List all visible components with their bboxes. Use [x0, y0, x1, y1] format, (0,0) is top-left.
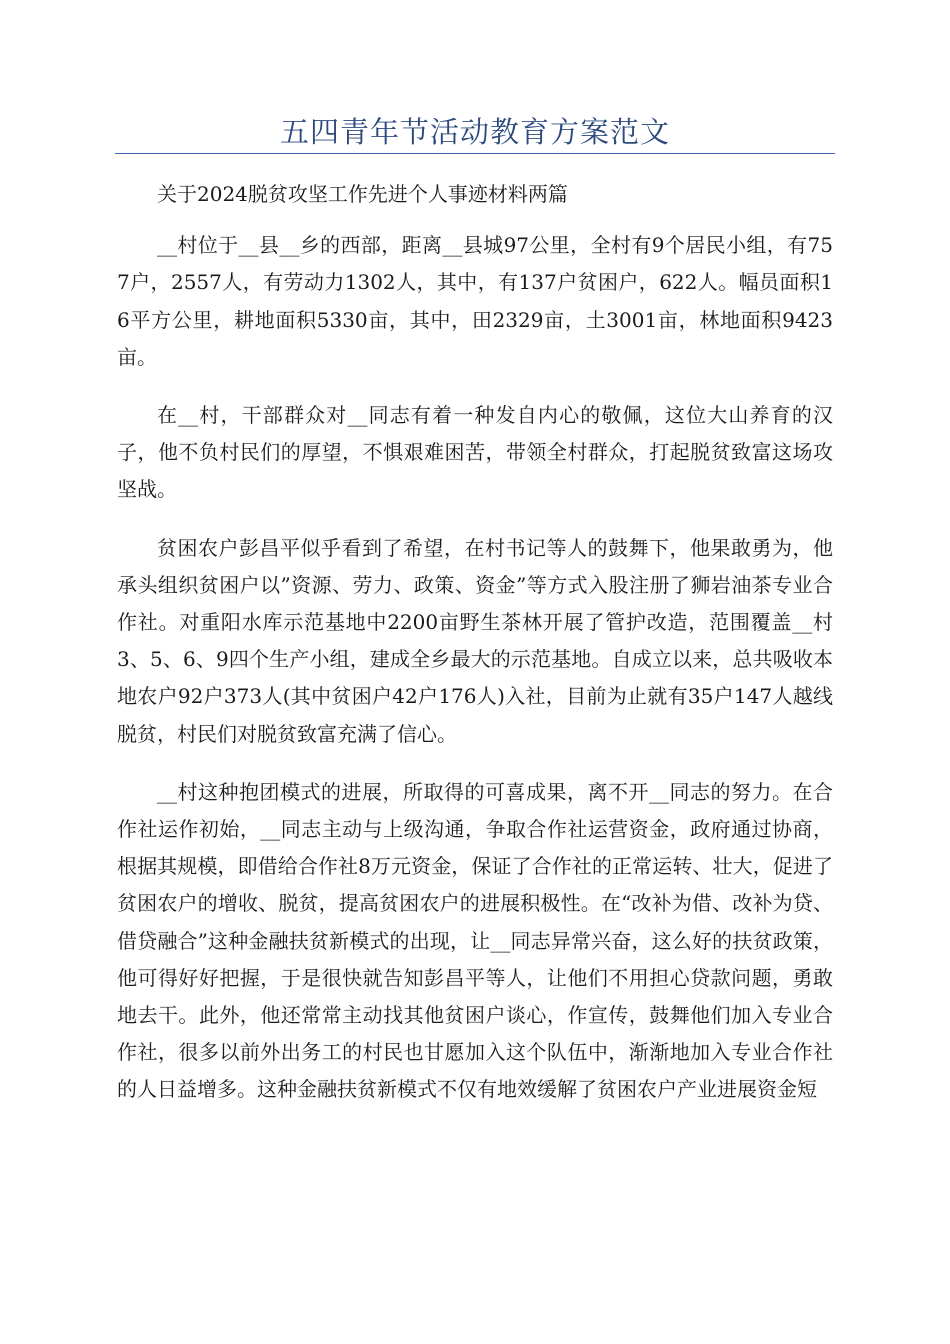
- subtitle-paragraph: 关于2024脱贫攻坚工作先进个人事迹材料两篇: [157, 182, 568, 206]
- document-body: [117, 176, 833, 1130]
- title-underline: [115, 153, 835, 154]
- body-paragraph: 贫困农户彭昌平似乎看到了希望，在村书记等人的鼓舞下，他果敢勇为，他承头组织贫困户以”资源、劳力、政策、资金”等方式入股注册了狮岩油茶专业合作社。对重阳水库示范基地中2200亩野生茶林开展了管护改造，范围覆盖__村3、5、6、9四个生产小组，建成全乡最大的示范基地。自成立以来，总共吸收本地农户92户373人(其中贫困户42户176人)入社，目前为止就有35户147人越线脱贫，村民们对脱贫致富充满了信心。: [117, 535, 833, 746]
- body-paragraph: __村位于__县__乡的西部，距离__县城97公里，全村有9个居民小组，有757户，2557人，有劳动力1302人，其中，有137户贫困户，622人。幅员面积16平方公里，耕地面积5330亩，其中，田2329亩，土3001亩，林地面积9423亩。: [117, 233, 833, 369]
- document-title: 五四青年节活动教育方案范文: [279, 115, 670, 149]
- body-paragraph: __村这种抱团模式的进展，所取得的可喜成果，离不开__同志的努力。在合作社运作初始，__同志主动与上级沟通，争取合作社运营资金，政府通过协商，根据其规模，即借给合作社8万元资金，保证了合作社的正常运转、壮大，促进了贫困农户的增收、脱贫，提高贫困农户的进展积极性。在“改补为借、改补为贷、借贷融合”这种金融扶贫新模式的出现，让__同志异常兴奋，这么好的扶贫政策，他可得好好把握，于是很快就告知彭昌平等人，让他们不用担心贷款问题，勇敢地去干。此外，他还常常主动找其他贫困户谈心，作宣传，鼓舞他们加入专业合作社，很多以前外出务工的村民也甘愿加入这个队伍中，渐渐地加入专业合作社的人日益增多。这种金融扶贫新模式不仅有地效缓解了贫困农户产业进展资金短: [117, 779, 833, 1102]
- body-paragraph: 在__村，干部群众对__同志有着一种发自内心的敬佩，这位大山养育的汉子，他不负村民们的厚望，不惧艰难困苦，带领全村群众，打起脱贫致富这场攻坚战。: [117, 403, 833, 502]
